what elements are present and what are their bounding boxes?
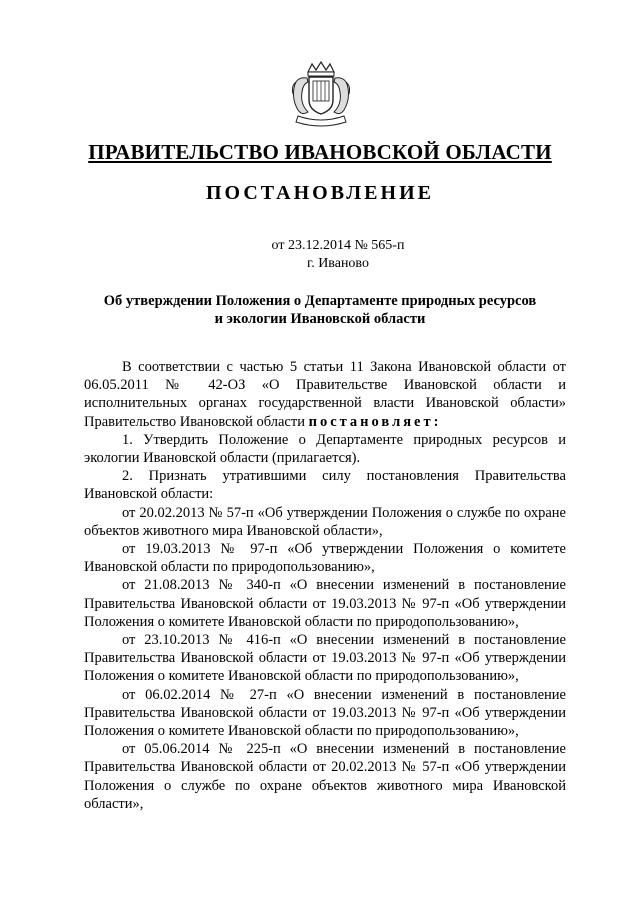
paragraph-preamble	[84, 358, 566, 431]
paragraph-repealed-2: от 19.03.2013 № 97-п «Об утверждении Положения о комитете Ивановской области по природопользованию»,	[84, 541, 566, 576]
document-subject	[0, 292, 640, 328]
paragraph-item-2: 2. Признать утратившими силу постановления Правительства Ивановской области:	[84, 468, 566, 503]
resolve-keyword: постановляет:	[308, 413, 442, 430]
document-city: г. Иваново	[307, 256, 369, 271]
subject-line-2: и экологии Ивановской области	[214, 311, 426, 327]
document-type: ПОСТАНОВЛЕНИЕ	[206, 182, 434, 204]
document-date-number: от 23.12.2014 № 565-п	[271, 238, 405, 253]
document-body	[84, 358, 566, 813]
subject-line-1: Об утверждении Положения о Департаменте природных ресурсов	[103, 293, 537, 309]
paragraph-item-1: 1. Утвердить Положение о Департаменте природных ресурсов и экологии Ивановской области (прилагается).	[84, 431, 566, 467]
paragraph-repealed-6: от 05.06.2014 № 225-п «О внесении изменений в постановление Правительства Ивановской области от 20.02.2013 № 57-п «Об утверждении Положения о службе по охране объектов животного мира Ивановской области»,	[84, 741, 566, 812]
paragraph-repealed-5: от 06.02.2014 № 27-п «О внесении изменений в постановление Правительства Ивановской области от 19.03.2013 № 97-п «Об утверждении Положения о комитете Ивановской области по природопользованию»,	[84, 686, 566, 740]
paragraph-repealed-4: от 23.10.2013 № 416-п «О внесении изменений в постановление Правительства Ивановской области от 19.03.2013 № 97-п «Об утверждении Положения о комитете Ивановской области по природопользованию»,	[84, 632, 566, 685]
preamble-text: В соответствии с частью 5 статьи 11 Закона Ивановской области от 06.05.2011 № 42-ОЗ «О Правительстве Ивановской области и исполнительных органах государственной власти Ивановской области» Правительство Ивановской области	[84, 359, 566, 430]
organization-title: ПРАВИТЕЛЬСТВО ИВАНОВСКОЙ ОБЛАСТИ	[88, 140, 552, 164]
paragraph-repealed-3: от 21.08.2013 № 340-п «О внесении изменений в постановление Правительства Ивановской области от 19.03.2013 № 97-п «Об утверждении Положения о комитете Ивановской области по природопользованию»,	[84, 577, 566, 630]
coat-of-arms-icon	[288, 60, 354, 128]
paragraph-repealed-1: от 20.02.2013 № 57-п «Об утверждении Положения о службе по охране объектов животного мира Ивановской области»,	[84, 504, 566, 539]
